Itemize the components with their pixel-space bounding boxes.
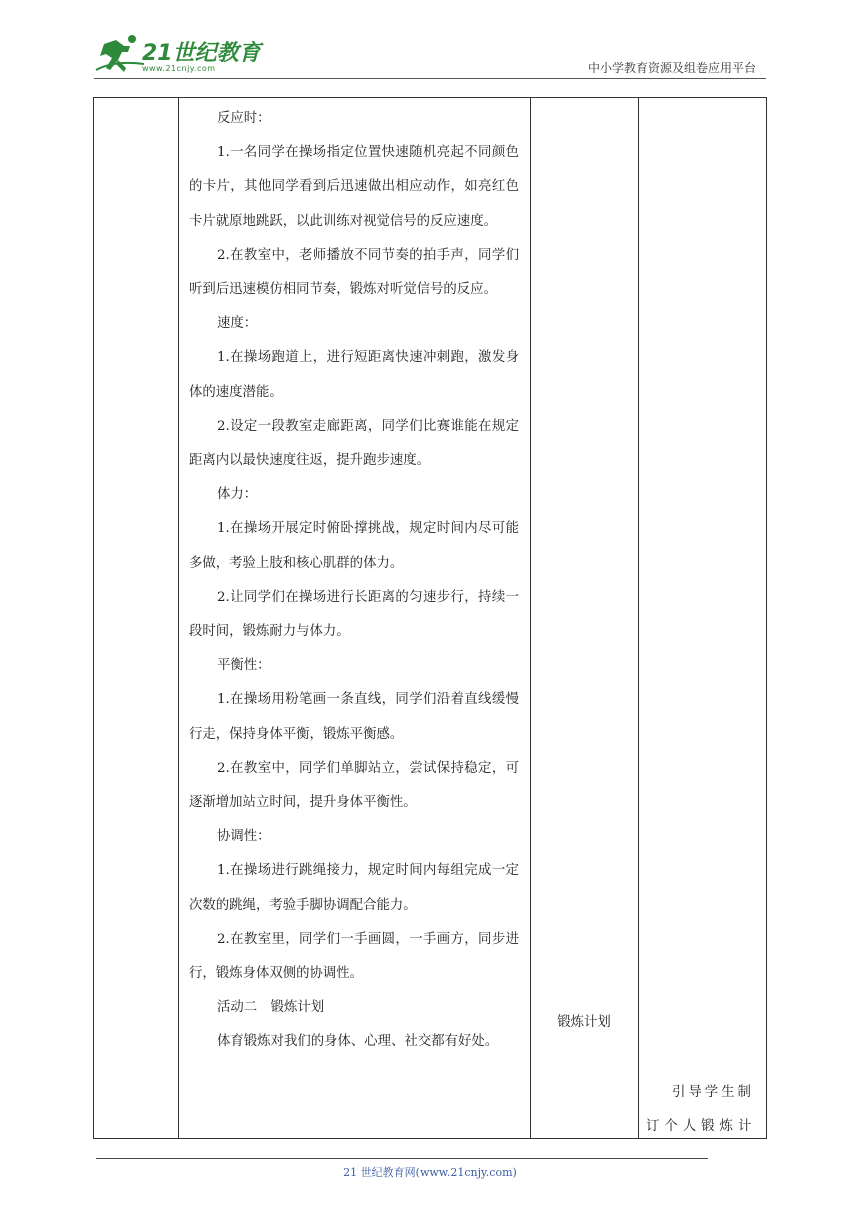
guidance-line: 引导学生制 — [672, 1085, 754, 1100]
paragraph: 2.让同学们在操场进行长距离的匀速步行，持续一段时间，锻炼耐力与体力。 — [189, 589, 519, 640]
paragraph: 1.在操场用粉笔画一条直线，同学们沿着直线缓慢行走，保持身体平衡，锻炼平衡感。 — [189, 692, 519, 742]
paragraph: 2.设定一段教室走廊距离，同学们比赛谁能在规定距离内以最快速度往返，提升跑步速度。 — [189, 418, 519, 469]
page-header — [94, 30, 766, 78]
section-heading: 协调性： — [217, 829, 271, 845]
paragraph: 1.在操场跑道上，进行短距离快速冲刺跑，激发身体的速度潜能。 — [189, 350, 519, 400]
section-heading: 平衡性： — [217, 658, 271, 674]
section-heading: 反应时： — [217, 111, 271, 126]
svg-text:21世纪教育: 21世纪教育 — [142, 41, 261, 66]
paragraph: 2.在教室里，同学们一手画圆，一手画方，同步进行，锻炼身体双侧的协调性。 — [189, 931, 519, 982]
design-intent-cell-text: 锻炼计划 — [557, 1015, 611, 1030]
logo-subtitle: www.21cnjy.com — [142, 64, 216, 73]
activity-heading: 活动二 锻炼计划 — [217, 1000, 325, 1016]
guidance-cell-text — [646, 1076, 760, 1144]
paragraph: 1.一名同学在操场指定位置快速随机亮起不同颜色的卡片，其他同学看到后迅速做出相应动作，如亮红色卡片就原地跳跃，以此训练对视觉信号的反应速度。 — [189, 145, 519, 229]
footer-divider — [96, 1158, 708, 1159]
table-column-divider — [530, 98, 531, 1138]
lesson-table — [93, 97, 767, 1139]
activity-content-cell — [189, 102, 519, 1060]
section-heading: 体力： — [217, 487, 258, 503]
guidance-line: 订个人锻炼计 — [646, 1119, 757, 1134]
paragraph: 1.在操场开展定时俯卧撑挑战，规定时间内尽可能多做，考验上肢和核心肌群的体力。 — [189, 521, 519, 571]
paragraph: 2.在教室中，老师播放不同节奏的拍手声，同学们听到后迅速模仿相同节奏，锻炼对听觉信号的反应。 — [189, 247, 519, 298]
table-column-divider — [638, 98, 639, 1138]
footer-text: 21 世纪教育网(www.21cnjy.com) — [343, 1166, 517, 1179]
header-platform-text: 中小学教育资源及组卷应用平台 — [587, 61, 756, 75]
header-divider — [94, 78, 766, 79]
table-column-divider — [178, 98, 179, 1138]
paragraph: 体育锻炼对我们的身体、心理、社交都有好处。 — [217, 1034, 499, 1050]
section-heading: 速度： — [217, 316, 258, 332]
paragraph: 1.在操场进行跳绳接力，规定时间内每组完成一定次数的跳绳，考验手脚协调配合能力。 — [189, 863, 519, 913]
paragraph: 2.在教室中，同学们单脚站立，尝试保持稳定，可逐渐增加站立时间，提升身体平衡性。 — [189, 760, 519, 811]
